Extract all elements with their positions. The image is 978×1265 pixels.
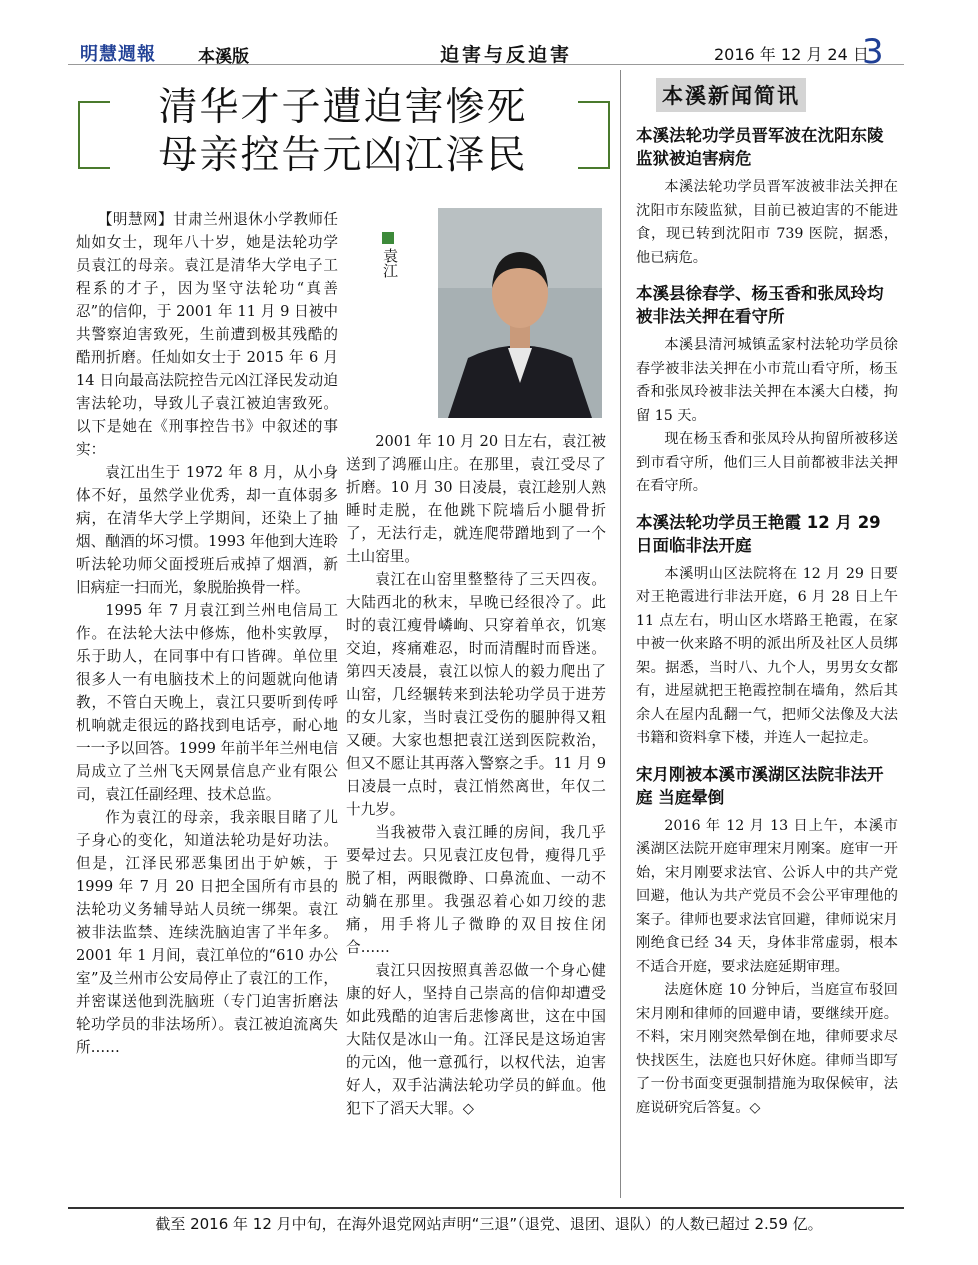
news-briefs-column — [636, 78, 898, 1120]
section-title: 迫害与反迫害 — [440, 44, 573, 66]
news-headline: 本溪法轮功学员晋军波在沈阳东陵监狱被迫害病危 — [636, 126, 884, 168]
footer-notice: 截至 2016 年 12 月中旬，在海外退党网站声明“三退”（退党、退团、退队）的人数已超过 2.59 亿。 — [155, 1215, 823, 1233]
page-header — [80, 32, 900, 72]
news-paragraph: 本溪明山区法院将在 12 月 29 日要对王艳霞进行非法开庭，6 月 28 日上午 11 点左右，明山区水塔路王艳霞，在家中被一伙来路不明的派出所及社区人员绑架。据悉，当时八、九个人，男男女女都有，进屋就把王艳霞控制在墙角，然后其余人在屋内乱翻一气，把师父法像及大法书籍和资料拿下楼，并连人一起拉走。 — [636, 565, 898, 746]
portrait-figure — [350, 208, 602, 418]
headline-bracket-right — [578, 101, 610, 169]
headline-line-2: 母亲控告元凶江泽民 — [158, 133, 528, 178]
news-paragraph: 现在杨玉香和张凤玲从拘留所被移送到市看守所，他们三人目前都被非法关押在看守所。 — [636, 431, 898, 494]
news-section-title: 本溪新闻简讯 — [656, 78, 806, 112]
news-paragraph: 本溪法轮功学员晋军波被非法关押在沈阳市东陵监狱，目前已被迫害的不能进食，现已转到沈阳市 739 医院，据悉，他已病危。 — [636, 179, 898, 266]
photo-caption-text: 袁江 — [381, 248, 399, 278]
news-item — [636, 763, 898, 1121]
photo-caption — [378, 232, 398, 285]
newspaper-brand: 明慧週報 — [80, 44, 156, 65]
news-paragraph: 法庭休庭 10 分钟后，当庭宣布驳回宋月刚和律师的回避申请，要继续开庭。不料，宋月刚突然晕倒在地，律师要求尽快找医生，法庭也只好休庭。律师当即写了一份书面变更强制措施为取保候审，法庭说研究后答复。◇ — [636, 982, 898, 1116]
column-divider — [620, 70, 621, 1198]
article-headline — [120, 84, 566, 180]
news-item — [636, 511, 898, 751]
news-item — [636, 124, 898, 270]
headline-bracket-left — [78, 101, 110, 169]
article-paragraph: 袁江只因按照真善忍做一个身心健康的好人，坚持自己崇高的信仰却遭受如此残酷的迫害后悲惨离世，这在中国大陆仅是冰山一角。江泽民是这场迫害的元凶，他一意孤行，以权代法，迫害好人，双手沾满法轮功学员的鲜血。他犯下了滔天大罪。◇ — [346, 962, 606, 1117]
article-paragraph: 【明慧网】甘肃兰州退休小学教师任灿如女士，现年八十岁，她是法轮功学员袁江的母亲。袁江是清华大学电子工程系的才子，因为坚守法轮功“真善忍”的信仰，于 2001 年 11 月 9 日被中共警察迫害致死，生前遭到极其残酷的酷刑折磨。任灿如女士于 2015 年 6 月 14 日向最高法院控告元凶江泽民发动迫害法轮功，导致儿子袁江被迫害致死。以下是她在《刑事控告书》中叙述的事实： — [76, 211, 338, 458]
issue-date: 2016 年 12 月 24 日 — [714, 45, 869, 64]
article-paragraph: 袁江在山窑里整整待了三天四夜。大陆西北的秋末，早晚已经很冷了。此时的袁江瘦骨嶙峋、只穿着单衣，饥寒交迫，疼痛难忍，时而清醒时而昏迷。第四天凌晨，袁江以惊人的毅力爬出了山窑，几经辗转来到法轮功学员于进芳的女儿家，当时袁江受伤的腿肿得又粗又硬。大家也想把袁江送到医院救治，但又不愿让其再落入警察之手。11 月 9 日凌晨一点时，袁江悄然离世，年仅二十九岁。 — [346, 571, 606, 818]
article-paragraph: 当我被带入袁江睡的房间，我几乎要晕过去。只见袁江皮包骨，瘦得几乎脱了相，两眼微睁、口鼻流血、一动不动躺在那里。我强忍着心如刀绞的悲痛，用手将儿子微睁的双目按住闭合…… — [346, 824, 606, 956]
article-paragraph: 作为袁江的母亲，我亲眼目睹了儿子身心的变化，知道法轮功是好功法。但是，江泽民邪恶集团出于妒嫉，于 1999 年 7 月 20 日把全国所有市县的法轮功义务辅导站人员统一绑架。袁江被非法监禁、连续洗脑迫害了半年多。2001 年 1 月间，袁江单位的“610 办公室”及兰州市公安局停止了袁江的工作，并密谋送他到洗脑班（专门迫害折磨法轮功学员的非法场所）。袁江被迫流离失所…… — [76, 809, 338, 1056]
news-paragraph: 本溪县清河城镇孟家村法轮功学员徐春学被非法关押在小市荒山看守所，杨玉香和张凤玲被非法关押在本溪大白楼，拘留 15 天。 — [636, 337, 898, 424]
news-headline: 本溪法轮功学员王艳霞 12 月 29 日面临非法开庭 — [636, 512, 881, 555]
headline-line-1: 清华才子遭迫害惨死 — [158, 85, 528, 130]
news-item — [636, 282, 898, 499]
edition-label: 本溪版 — [198, 47, 249, 67]
footer-divider — [68, 1207, 904, 1209]
news-headline: 本溪县徐春学、杨玉香和张凤玲均被非法关押在看守所 — [636, 284, 884, 326]
portrait-photo — [438, 208, 602, 418]
article-left-column — [76, 208, 338, 1059]
portrait-image — [438, 208, 602, 418]
article-paragraph: 袁江出生于 1972 年 8 月，从小身体不好，虽然学业优秀，却一直体弱多病，在清华大学上学期间，还染上了抽烟、酗酒的坏习惯。1993 年他到大连聆听法轮功师父面授班后戒掉了烟酒，新旧病症一扫而光，象脱胎换骨一样。 — [76, 464, 338, 596]
header-divider — [68, 64, 904, 65]
news-paragraph: 2016 年 12 月 13 日上午，本溪市溪湖区法院开庭审理宋月刚案。庭审一开始，宋月刚要求法官、公诉人中的共产党回避，他认为共产党员不会公平审理他的案子。律师也要求法官回避，律师说宋月刚绝食已经 34 天，身体非常虚弱，根本不适合开庭，要求法庭延期审理。 — [636, 817, 898, 975]
article-paragraph: 2001 年 10 月 20 日左右，袁江被送到了鸿雁山庄。在那里，袁江受尽了折磨。10 月 30 日凌晨，袁江趁别人熟睡时走脱，在他跳下院墙后小腿骨折了，无法行走，就连爬带蹭地到了一个土山窑里。 — [346, 433, 606, 565]
article-middle-column — [346, 430, 606, 1120]
news-headline: 宋月刚被本溪市溪湖区法院非法开庭 当庭晕倒 — [636, 764, 884, 807]
page-number: 3 — [862, 32, 884, 72]
article-paragraph: 1995 年 7 月袁江到兰州电信局工作。在法轮大法中修炼，他朴实敦厚，乐于助人，在同事中有口皆碑。单位里很多人一有电脑技术上的问题就向他请教，不管白天晚上，袁江只要听到传呼机响就走很远的路找到电话亭，耐心地一一予以回答。1999 年前半年兰州电信局成立了兰州飞天网景信息产业有限公司，袁江任副经理、技术总监。 — [76, 602, 338, 803]
caption-square-icon — [382, 232, 394, 244]
